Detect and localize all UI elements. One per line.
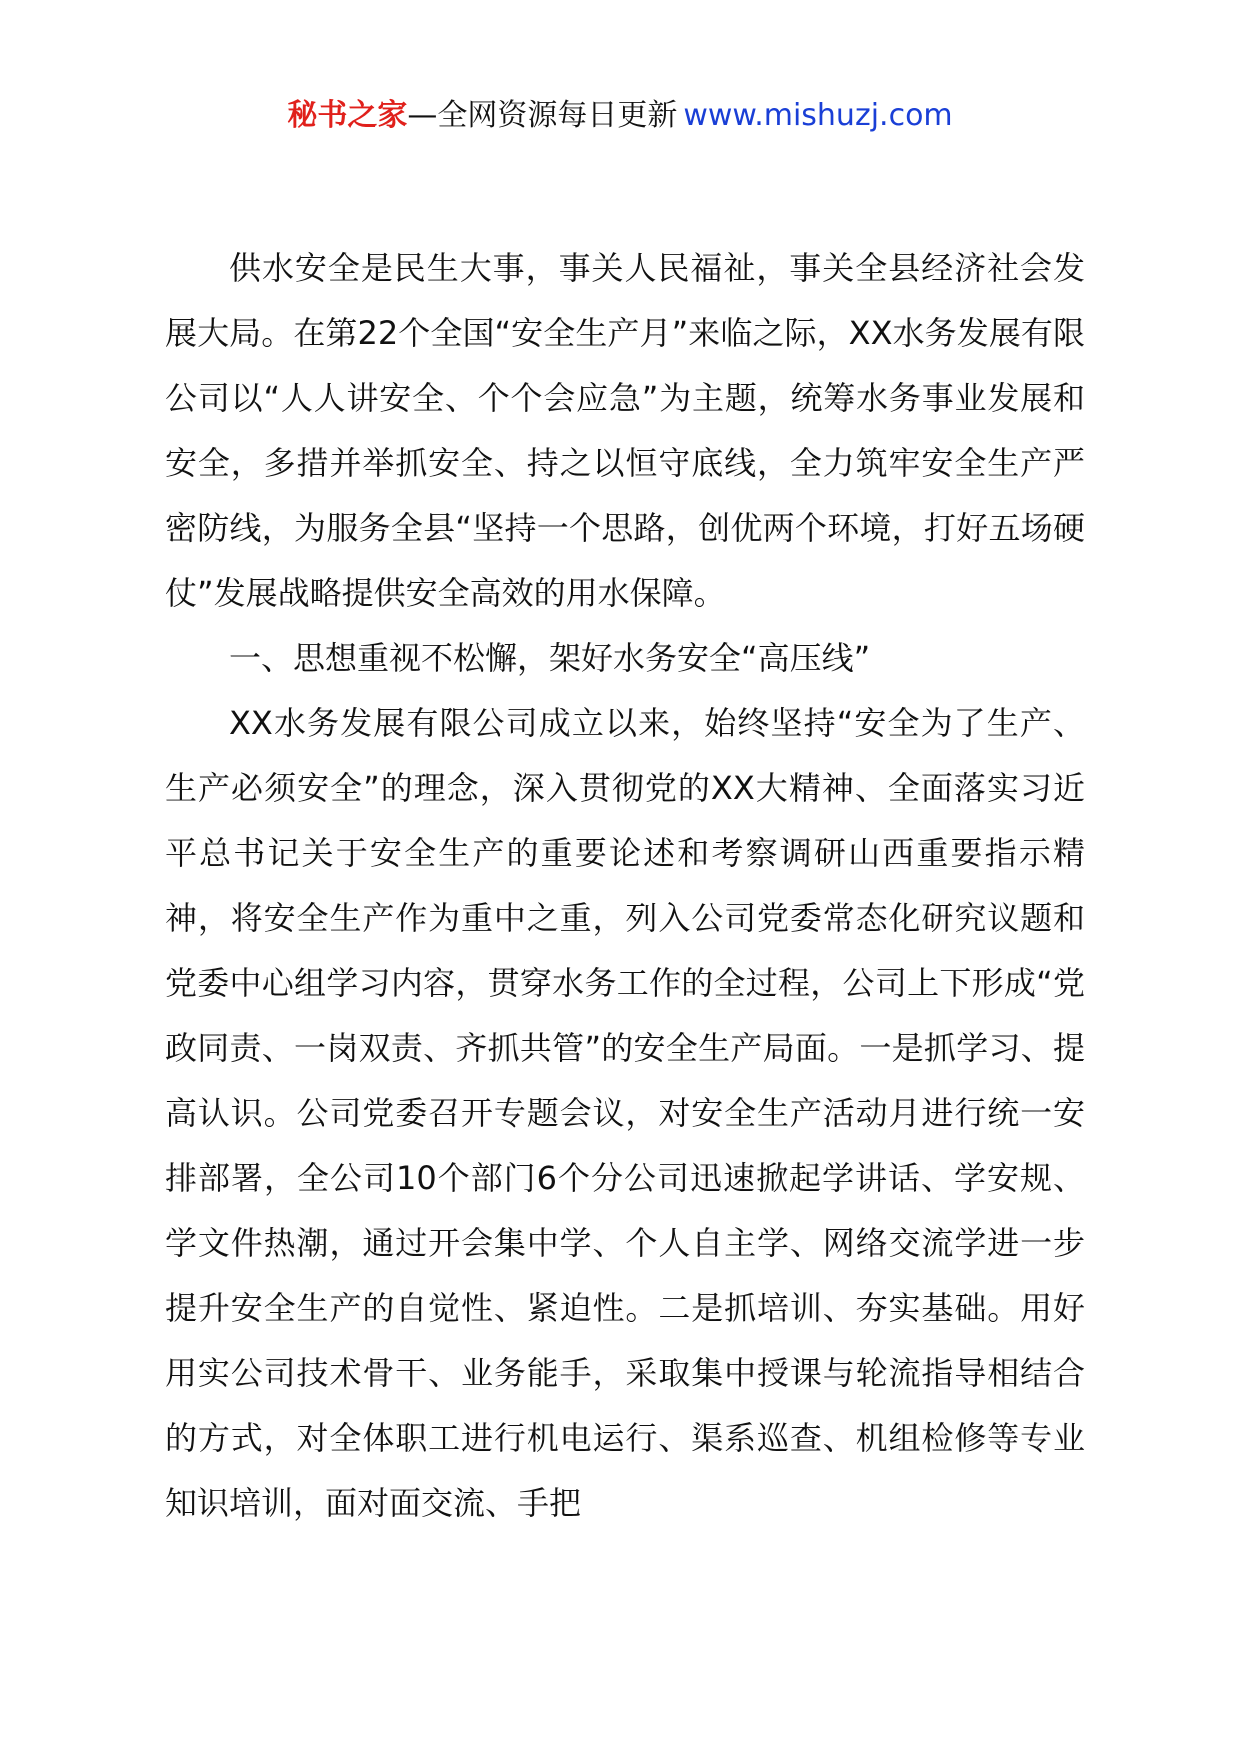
header-tagline: —全网资源每日更新 [407, 98, 678, 133]
paragraph-section-1: XX水务发展有限公司成立以来，始终坚持“安全为了生产、生产必须安全”的理念，深入贯彻党的XX大精神、全面落实习近平总书记关于安全生产的重要论述和考察调研山西重要指示精神，将安全生产作为重中之重，列入公司党委常态化研究议题和党委中心组学习内容，贯穿水务工作的全过程，公司上下形成“党政同责、一岗双责、齐抓共管”的安全生产局面。一是抓学习、提高认识。公司党委召开专题会议，对安全生产活动月进行统一安排部署，全公司10个部门6个分公司迅速掀起学讲话、学安规、学文件热潮，通过开会集中学、个人自主学、网络交流学进一步提升安全生产的自觉性、紧迫性。二是抓培训、夯实基础。用好用实公司技术骨干、业务能手，采取集中授课与轮流指导相结合的方式，对全体职工进行机电运行、渠系巡查、机组检修等专业知识培训，面对面交流、手把 [165, 704, 1085, 1522]
section-heading-1: 一、思想重视不松懈，架好水务安全“高压线” [229, 639, 871, 677]
document-body [165, 236, 1085, 1536]
site-header [0, 96, 1240, 136]
paragraph-intro: 供水安全是民生大事，事关人民福祉，事关全县经济社会发展大局。在第22个全国“安全生产月”来临之际，XX水务发展有限公司以“人人讲安全、个个会应急”为主题，统筹水务事业发展和安全，多措并举抓安全、持之以恒守底线，全力筑牢安全生产严密防线，为服务全县“坚持一个思路，创优两个环境，打好五场硬仗”发展战略提供安全高效的用水保障。 [165, 249, 1085, 612]
site-url: www.mishuzj.com [683, 98, 953, 133]
brand-name: 秘书之家 [287, 98, 408, 133]
